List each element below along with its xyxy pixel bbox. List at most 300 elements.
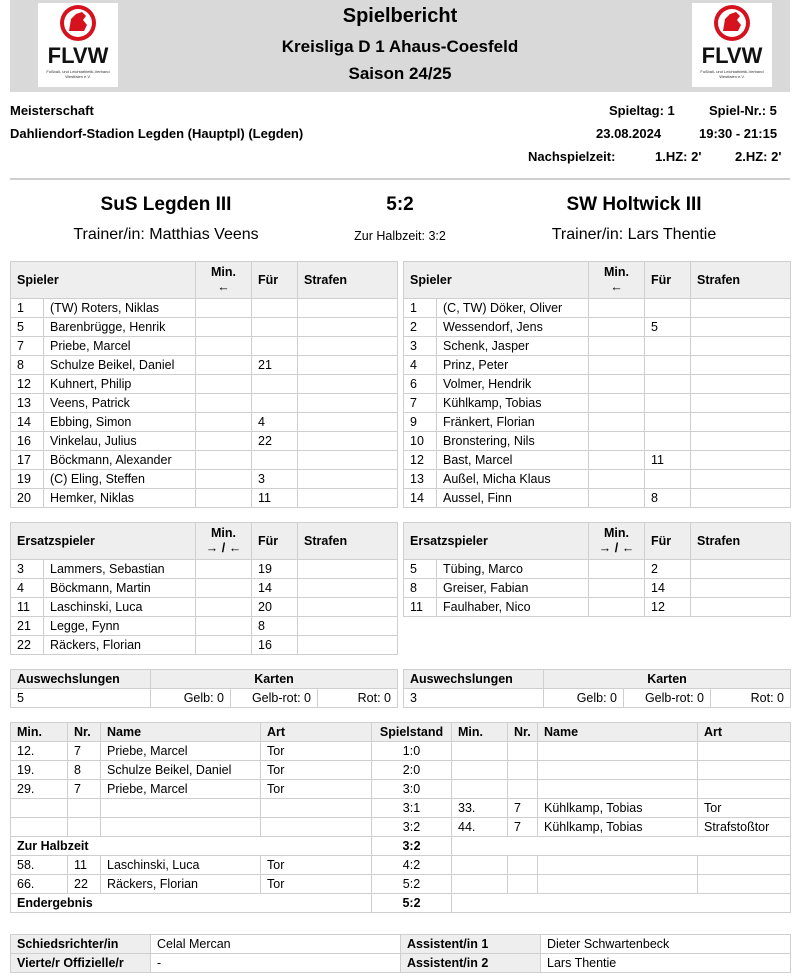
player-for [252, 394, 298, 413]
competition-type: Meisterschaft [10, 103, 94, 118]
player-penalties [298, 470, 398, 489]
away-event-name [538, 875, 698, 894]
player-row [11, 394, 398, 413]
player-name: Wessendorf, Jens [437, 318, 589, 337]
away-event-type [698, 780, 791, 799]
player-minute [589, 413, 645, 432]
player-for [645, 299, 691, 318]
player-minute [196, 636, 252, 655]
player-row [404, 394, 791, 413]
player-minute [589, 451, 645, 470]
player-number: 7 [404, 394, 437, 413]
away-event-name [538, 761, 698, 780]
matchday: Spieltag: 1 [609, 103, 675, 118]
fourth-official-label: Vierte/r Offizielle/r [11, 954, 151, 973]
season-label: Saison 24/25 [348, 64, 452, 83]
player-number: 10 [404, 432, 437, 451]
player-row [11, 413, 398, 432]
player-name: Schulze Beikel, Daniel [44, 356, 196, 375]
player-for [645, 375, 691, 394]
player-name: Veens, Patrick [44, 394, 196, 413]
home-event-number: 22 [68, 875, 101, 894]
player-penalties [691, 598, 791, 617]
goal-event-row [11, 875, 791, 894]
substitutions-count: 3 [404, 689, 544, 708]
player-number: 2 [404, 318, 437, 337]
home-team-name: SuS Legden III [100, 194, 232, 215]
player-minute [589, 394, 645, 413]
away-lineup-table [403, 261, 791, 508]
svg-text:FLVW: FLVW [701, 43, 763, 68]
player-row [404, 299, 791, 318]
player-number: 3 [11, 560, 44, 579]
column-header-penalties: Strafen [298, 262, 398, 299]
yellow-cards: Gelb: 0 [151, 689, 231, 708]
player-name: Greiser, Fabian [437, 579, 589, 598]
second-half-extra-time: 2.HZ: 2' [735, 149, 782, 164]
goal-event-row [11, 742, 791, 761]
player-number: 13 [404, 470, 437, 489]
away-event-minute [452, 875, 508, 894]
home-event-minute: 12. [11, 742, 68, 761]
player-row [404, 318, 791, 337]
player-penalties [691, 413, 791, 432]
player-for [645, 413, 691, 432]
player-number: 8 [11, 356, 44, 375]
in-out-arrow-icon: → / ← [598, 541, 635, 555]
player-penalties [691, 356, 791, 375]
player-number: 1 [404, 299, 437, 318]
player-for: 8 [252, 617, 298, 636]
away-event-minute: 33. [452, 799, 508, 818]
referee-name: Celal Mercan [151, 935, 401, 954]
player-for [252, 337, 298, 356]
away-players-body [404, 299, 791, 508]
player-penalties [691, 299, 791, 318]
home-event-name: Priebe, Marcel [101, 780, 261, 799]
flvw-logo [692, 3, 772, 87]
player-for [645, 432, 691, 451]
home-players-body [11, 299, 398, 508]
player-row [11, 451, 398, 470]
report-title: Spielbericht [342, 5, 458, 27]
player-name: Kühlkamp, Tobias [437, 394, 589, 413]
player-number: 14 [11, 413, 44, 432]
away-event-minute [452, 856, 508, 875]
player-penalties [691, 375, 791, 394]
column-header-minute [196, 262, 252, 299]
home-event-minute: 19. [11, 761, 68, 780]
player-number: 11 [11, 598, 44, 617]
player-for [252, 451, 298, 470]
home-event-type: Tor [261, 780, 372, 799]
player-number: 1 [11, 299, 44, 318]
away-team-name: SW Holtwick III [566, 194, 702, 215]
match-events-body [11, 742, 791, 913]
substitutions-header: Auswechslungen [404, 670, 544, 689]
player-name: Kuhnert, Philip [44, 375, 196, 394]
player-penalties [298, 394, 398, 413]
home-trainer: Trainer/in: Matthias Veens [73, 226, 259, 243]
home-event-name [101, 818, 261, 837]
summary-score: 5:2 [372, 894, 452, 913]
home-event-minute: 29. [11, 780, 68, 799]
player-name: (C) Eling, Steffen [44, 470, 196, 489]
match-number: Spiel-Nr.: 5 [709, 103, 777, 118]
player-row [11, 579, 398, 598]
player-minute [196, 470, 252, 489]
event-score: 4:2 [372, 856, 452, 875]
score-summary-row [11, 837, 791, 856]
divider [10, 178, 790, 180]
player-name: Vinkelau, Julius [44, 432, 196, 451]
player-number: 4 [404, 356, 437, 375]
player-minute [196, 560, 252, 579]
player-minute [196, 299, 252, 318]
player-minute [196, 489, 252, 508]
player-row [404, 413, 791, 432]
home-event-type: Tor [261, 856, 372, 875]
away-event-type [698, 875, 791, 894]
player-for: 11 [252, 489, 298, 508]
minute-label: Min. [211, 265, 236, 279]
player-minute [196, 432, 252, 451]
player-penalties [298, 617, 398, 636]
away-event-number: 7 [508, 799, 538, 818]
player-for [252, 318, 298, 337]
player-penalties [298, 375, 398, 394]
player-minute [589, 470, 645, 489]
player-row [11, 337, 398, 356]
home-event-type: Tor [261, 742, 372, 761]
column-header-type: Art [261, 723, 372, 742]
svg-text:Westfalen e.V.: Westfalen e.V. [719, 74, 745, 79]
player-penalties [298, 451, 398, 470]
player-name: Außel, Micha Klaus [437, 470, 589, 489]
player-minute [589, 432, 645, 451]
away-trainer: Trainer/in: Lars Thentie [551, 226, 717, 243]
match-events-table [10, 722, 791, 913]
player-name: Fränkert, Florian [437, 413, 589, 432]
player-minute [589, 560, 645, 579]
away-event-minute [452, 761, 508, 780]
column-header-name: Name [538, 723, 698, 742]
player-number: 20 [11, 489, 44, 508]
score-summary-row [11, 894, 791, 913]
player-penalties [298, 432, 398, 451]
player-row [404, 432, 791, 451]
summary-spacer [452, 894, 791, 913]
column-header-player: Spieler [404, 262, 589, 299]
player-row [11, 598, 398, 617]
player-minute [196, 356, 252, 375]
player-minute [196, 318, 252, 337]
event-score: 1:0 [372, 742, 452, 761]
away-event-minute [452, 780, 508, 799]
home-event-minute: 66. [11, 875, 68, 894]
player-row [404, 579, 791, 598]
player-minute [589, 356, 645, 375]
player-row [11, 356, 398, 375]
player-number: 17 [11, 451, 44, 470]
column-header-substitutes: Ersatzspieler [11, 523, 196, 560]
away-event-name [538, 856, 698, 875]
away-event-type [698, 761, 791, 780]
yellow-red-cards: Gelb-rot: 0 [624, 689, 711, 708]
away-event-name: Kühlkamp, Tobias [538, 799, 698, 818]
column-header-penalties: Strafen [691, 262, 791, 299]
player-penalties [691, 579, 791, 598]
assistant1-label: Assistent/in 1 [401, 935, 541, 954]
minute-label: Min. [211, 526, 237, 540]
player-minute [589, 375, 645, 394]
column-header-for: Für [645, 262, 691, 299]
player-penalties [298, 413, 398, 432]
player-minute [589, 579, 645, 598]
left-arrow-icon: ← [217, 280, 230, 294]
column-header-number: Nr. [68, 723, 101, 742]
player-minute [196, 451, 252, 470]
player-name: Faulhaber, Nico [437, 598, 589, 617]
player-for [252, 299, 298, 318]
player-number: 5 [404, 560, 437, 579]
player-number: 19 [11, 470, 44, 489]
away-event-name: Kühlkamp, Tobias [538, 818, 698, 837]
player-number: 16 [11, 432, 44, 451]
column-header-minute [196, 523, 252, 560]
league-name: Kreisliga D 1 Ahaus-Coesfeld [281, 37, 519, 56]
player-row [404, 451, 791, 470]
player-for: 21 [252, 356, 298, 375]
home-lineup-table [10, 261, 398, 508]
player-name: Schenk, Jasper [437, 337, 589, 356]
home-event-minute [11, 818, 68, 837]
column-header-substitutes: Ersatzspieler [404, 523, 589, 560]
player-for: 4 [252, 413, 298, 432]
home-event-name: Schulze Beikel, Daniel [101, 761, 261, 780]
home-event-type [261, 818, 372, 837]
player-minute [589, 598, 645, 617]
svg-text:Fußball- und Leichtathletik-Ve: Fußball- und Leichtathletik-Verband [46, 69, 110, 74]
home-cards-table [10, 669, 398, 708]
player-number: 7 [11, 337, 44, 356]
home-event-minute [11, 799, 68, 818]
match-time: 19:30 - 21:15 [699, 126, 778, 141]
home-event-name: Räckers, Florian [101, 875, 261, 894]
player-minute [196, 394, 252, 413]
player-row [11, 432, 398, 451]
away-event-number [508, 856, 538, 875]
player-name: Ebbing, Simon [44, 413, 196, 432]
event-score: 3:0 [372, 780, 452, 799]
player-minute [196, 617, 252, 636]
svg-text:FLVW: FLVW [47, 43, 109, 68]
player-number: 13 [11, 394, 44, 413]
away-event-minute: 44. [452, 818, 508, 837]
player-for: 14 [645, 579, 691, 598]
referee-label: Schiedsrichter/in [11, 935, 151, 954]
home-event-number [68, 799, 101, 818]
player-for [645, 356, 691, 375]
player-row [11, 318, 398, 337]
player-penalties [691, 432, 791, 451]
final-score: 5:2 [386, 194, 414, 215]
fourth-official-name: - [151, 954, 401, 973]
player-number: 6 [404, 375, 437, 394]
substitutions-count: 5 [11, 689, 151, 708]
left-arrow-icon: ← [610, 280, 623, 294]
player-penalties [298, 636, 398, 655]
player-number: 4 [11, 579, 44, 598]
report-header [10, 0, 790, 92]
player-penalties [298, 356, 398, 375]
column-header-for: Für [252, 262, 298, 299]
away-event-type: Strafstoßtor [698, 818, 791, 837]
summary-label: Endergebnis [11, 894, 372, 913]
home-event-number: 11 [68, 856, 101, 875]
player-penalties [691, 337, 791, 356]
player-name: Volmer, Hendrik [437, 375, 589, 394]
assistant2-name: Lars Thentie [541, 954, 791, 973]
player-for [252, 375, 298, 394]
player-for: 19 [252, 560, 298, 579]
player-number: 5 [11, 318, 44, 337]
venue: Dahliendorf-Stadion Legden (Hauptpl) (Legden) [10, 126, 304, 141]
player-for: 8 [645, 489, 691, 508]
away-event-number: 7 [508, 818, 538, 837]
player-number: 22 [11, 636, 44, 655]
player-penalties [298, 337, 398, 356]
player-row [404, 598, 791, 617]
goal-event-row [11, 780, 791, 799]
home-event-type [261, 799, 372, 818]
player-number: 12 [11, 375, 44, 394]
player-name: Böckmann, Martin [44, 579, 196, 598]
in-out-arrow-icon: → / ← [205, 541, 242, 555]
player-number: 3 [404, 337, 437, 356]
goal-event-row [11, 799, 791, 818]
home-event-type: Tor [261, 875, 372, 894]
red-cards: Rot: 0 [711, 689, 791, 708]
column-header-score: Spielstand [372, 723, 452, 742]
player-minute [589, 299, 645, 318]
player-for: 14 [252, 579, 298, 598]
player-row [404, 356, 791, 375]
away-event-name [538, 742, 698, 761]
column-header-penalties: Strafen [691, 523, 791, 560]
player-penalties [298, 598, 398, 617]
away-event-number [508, 742, 538, 761]
column-header-minute: Min. [452, 723, 508, 742]
summary-score: 3:2 [372, 837, 452, 856]
home-event-number: 8 [68, 761, 101, 780]
away-event-number [508, 761, 538, 780]
player-row [11, 375, 398, 394]
player-name: Lammers, Sebastian [44, 560, 196, 579]
player-penalties [691, 394, 791, 413]
player-penalties [691, 470, 791, 489]
home-event-name: Priebe, Marcel [101, 742, 261, 761]
home-event-number: 7 [68, 780, 101, 799]
column-header-number: Nr. [508, 723, 538, 742]
player-penalties [298, 489, 398, 508]
player-minute [589, 489, 645, 508]
home-event-number [68, 818, 101, 837]
player-for [645, 337, 691, 356]
column-header-name: Name [101, 723, 261, 742]
minute-label: Min. [604, 265, 629, 279]
home-event-number: 7 [68, 742, 101, 761]
away-subs-body [404, 560, 791, 617]
home-subs-table [10, 522, 398, 655]
player-minute [196, 598, 252, 617]
home-event-name: Laschinski, Luca [101, 856, 261, 875]
event-score: 2:0 [372, 761, 452, 780]
player-number: 14 [404, 489, 437, 508]
home-event-type: Tor [261, 761, 372, 780]
player-for [645, 394, 691, 413]
player-for: 20 [252, 598, 298, 617]
officials-table [10, 934, 791, 973]
player-penalties [298, 560, 398, 579]
away-event-name [538, 780, 698, 799]
player-name: Hemker, Niklas [44, 489, 196, 508]
column-header-penalties: Strafen [298, 523, 398, 560]
away-event-type [698, 742, 791, 761]
match-date: 23.08.2024 [596, 126, 662, 141]
player-for [645, 470, 691, 489]
yellow-cards: Gelb: 0 [544, 689, 624, 708]
home-subs-body [11, 560, 398, 655]
player-for: 16 [252, 636, 298, 655]
player-minute [589, 318, 645, 337]
player-name: Bast, Marcel [437, 451, 589, 470]
player-number: 11 [404, 598, 437, 617]
player-name: Legge, Fynn [44, 617, 196, 636]
player-name: Böckmann, Alexander [44, 451, 196, 470]
player-name: Bronstering, Nils [437, 432, 589, 451]
player-row [11, 489, 398, 508]
player-name: (TW) Roters, Niklas [44, 299, 196, 318]
extra-time-label: Nachspielzeit: [528, 149, 616, 164]
away-event-type: Tor [698, 799, 791, 818]
player-row [404, 489, 791, 508]
assistant2-label: Assistent/in 2 [401, 954, 541, 973]
player-row [11, 299, 398, 318]
away-event-type [698, 856, 791, 875]
assistant1-name: Dieter Schwartenbeck [541, 935, 791, 954]
player-for: 5 [645, 318, 691, 337]
flvw-logo-graphic [692, 3, 772, 87]
event-score: 3:2 [372, 818, 452, 837]
cards-header: Karten [151, 670, 398, 689]
player-name: Laschinski, Luca [44, 598, 196, 617]
event-score: 3:1 [372, 799, 452, 818]
player-minute [196, 579, 252, 598]
player-penalties [691, 318, 791, 337]
player-penalties [691, 489, 791, 508]
player-minute [196, 413, 252, 432]
player-number: 12 [404, 451, 437, 470]
away-subs-table [403, 522, 791, 617]
red-cards: Rot: 0 [318, 689, 398, 708]
first-half-extra-time: 1.HZ: 2' [655, 149, 702, 164]
player-penalties [298, 299, 398, 318]
player-row [11, 617, 398, 636]
away-event-number [508, 780, 538, 799]
column-header-for: Für [252, 523, 298, 560]
player-row [404, 337, 791, 356]
